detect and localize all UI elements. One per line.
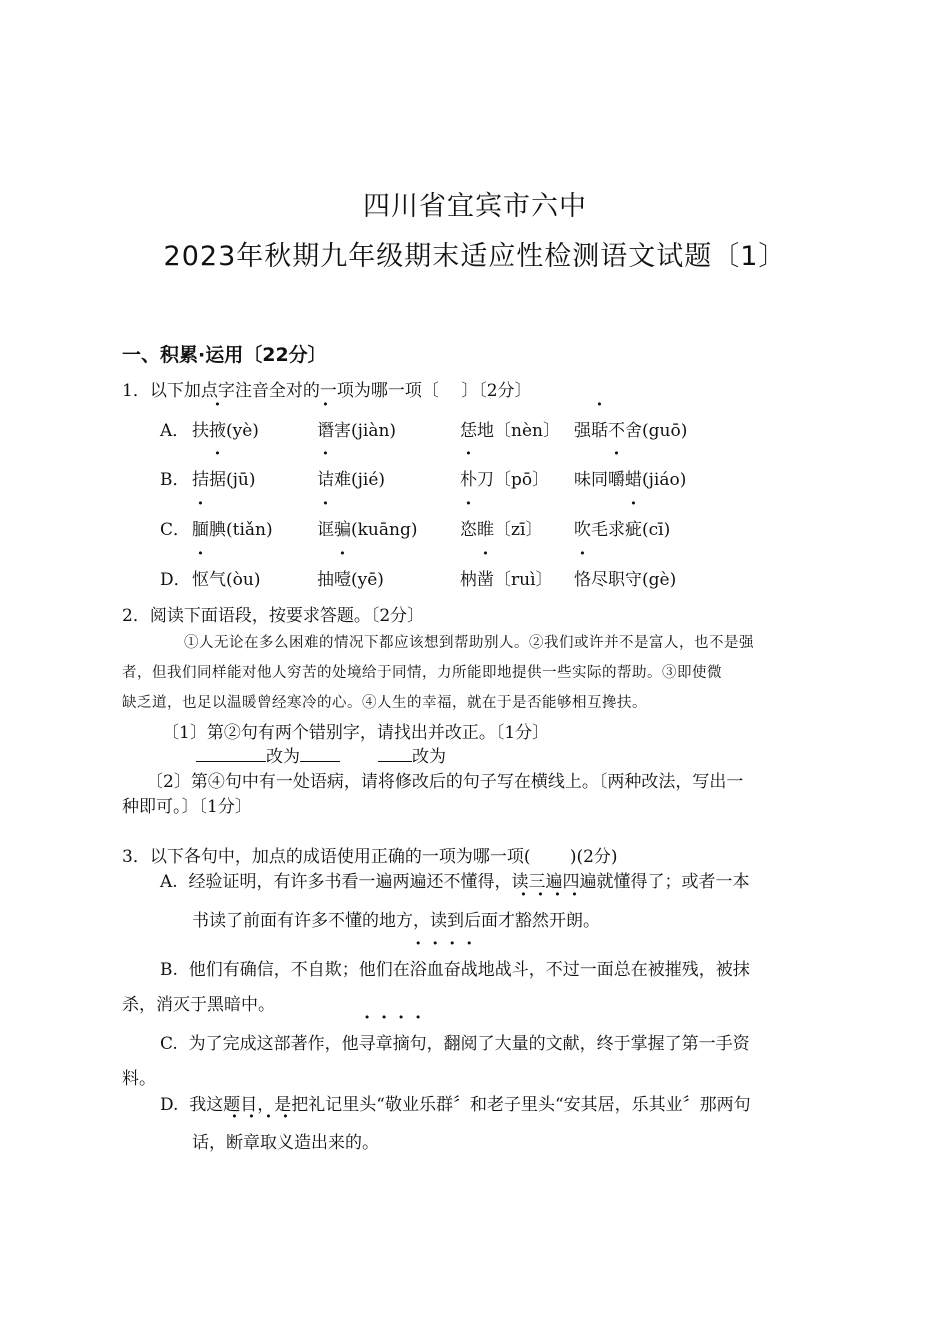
q1-option-item [574, 515, 670, 540]
option-label: A. [160, 872, 178, 892]
q1-option-item [192, 565, 260, 590]
option-text: 经验证明，有许多书看一遍两遍还不懂得，读三遍四遍就懂得了；或者一本 [188, 872, 750, 892]
q2-sub2-line1: 〔2〕第④句中有一处语病，请将修改后的句子写在横线上。〔两种改法，写出一 [146, 772, 744, 792]
dotted-char: 浴 [409, 960, 427, 980]
q1-option-item [574, 465, 686, 490]
dotted-char: 豁 [515, 911, 532, 931]
q1-option-item [192, 416, 259, 441]
q1-option-item [460, 465, 549, 490]
option-text: 尽职守(gè) [591, 570, 677, 590]
dotted-char: 诓 [317, 520, 334, 540]
option-text: 蜡(jiáo) [625, 470, 687, 490]
option-text: 难(jié) [334, 470, 386, 490]
option-text: (jū) [226, 470, 256, 490]
option-text: 恁地〔nèn〕 [460, 421, 560, 441]
dotted-char: 朴 [460, 470, 477, 490]
q1-option-item [317, 465, 385, 490]
dotted-char: 寻 [358, 1034, 376, 1054]
q1-option-item [192, 515, 273, 540]
dotted-char: 恣 [460, 520, 477, 540]
q1-option-label: D． [160, 570, 191, 590]
q2-passage-line: ①人无论在多么困难的情况下都应该想到帮助别人。②我们或许并不是富人，也不是强 [184, 635, 754, 651]
dotted-char: 摘 [392, 1034, 410, 1054]
dotted-char: 义 [277, 1133, 294, 1153]
option-label: B. [160, 960, 178, 980]
option-text: 睢〔zī〕 [477, 520, 543, 540]
change-to-label: 改为 [266, 747, 300, 767]
dotted-char: 奋 [443, 960, 461, 980]
dotted-char: 朗 [566, 911, 583, 931]
option-text: 骗(kuāng) [334, 520, 418, 540]
q1-option-item [574, 565, 676, 590]
dotted-char: 断 [226, 1133, 243, 1153]
title-line1: 四川省宜宾市六中 [363, 191, 587, 222]
q1-option-item [317, 565, 384, 590]
dotted-char: 疵 [625, 520, 642, 540]
option-text: 扶 [192, 421, 209, 441]
q2-stem: 2．阅读下面语段，按要求答题。〔2分〕 [122, 606, 425, 626]
q3-option-b-line2: 杀，消灭于黑暗中。 [122, 995, 275, 1015]
option-text: 强 [574, 421, 591, 441]
q1-option-item [317, 515, 417, 540]
option-text: 书读了前面有许多不懂的地方，读到后面才 [192, 911, 515, 931]
option-text: 〔ruì〕 [494, 570, 553, 590]
dotted-char: 掖 [209, 421, 226, 441]
answer-blank[interactable] [378, 745, 412, 762]
q2-sub1: 〔1〕第②句有两个错别字，请找出并改正。〔1分〕 [162, 723, 550, 743]
q1-stem: 1．以下加点字注音全对的一项为哪一项〔 〕〔2分〕 [122, 381, 532, 401]
dotted-char: 聒 [591, 421, 608, 441]
dotted-char: 嚼 [608, 470, 625, 490]
change-to-label: 改为 [412, 747, 446, 767]
option-text: 腆(tiǎn) [209, 520, 273, 540]
option-text: 拮 [192, 470, 209, 490]
q3-option-a-line1 [160, 867, 750, 892]
section-heading: 一、积累·运用〔22分〕 [122, 344, 327, 366]
q1-option-item [460, 416, 560, 441]
dotted-char: 战 [460, 960, 478, 980]
q3-stem: 3．以下各句中，加点的成语使用正确的一项为哪一项( )(2分) [122, 847, 618, 867]
option-text: 。 [583, 911, 600, 931]
option-text: (yè) [226, 421, 259, 441]
answer-blank[interactable] [300, 745, 340, 762]
q2-passage-line: 者，但我们同样能对他人穷苦的处境给于同情，力所能即地提供一些实际的帮助。③即使微 [122, 665, 722, 681]
option-text: ，翻阅了大量的文献，终于掌握了第一手资 [426, 1034, 750, 1054]
dotted-char: 章 [375, 1034, 393, 1054]
dotted-char: 谮 [317, 421, 334, 441]
dotted-char: 怄 [192, 570, 209, 590]
q3-option-b-line1 [160, 955, 750, 980]
option-text: 造出来的。 [294, 1133, 379, 1153]
q1-option-label: B． [160, 470, 190, 490]
option-text: 气(òu) [209, 570, 261, 590]
dotted-char: 血 [426, 960, 444, 980]
dotted-char: 恪 [574, 570, 591, 590]
q2-sub1-answer-row [196, 742, 446, 767]
option-text: 刀〔pō〕 [477, 470, 550, 490]
option-text: 不舍(guō) [608, 421, 688, 441]
dotted-char: 噎 [334, 570, 351, 590]
dotted-char: 章 [243, 1133, 260, 1153]
q3-option-d-line2 [192, 1128, 379, 1153]
option-text: 他们有确信，不自欺；他们在 [188, 960, 410, 980]
dotted-char: 据 [209, 470, 226, 490]
answer-blank[interactable] [196, 745, 266, 762]
option-text: 地战斗，不过一面总在被摧残，被抹 [477, 960, 750, 980]
q1-option-item [460, 565, 553, 590]
option-label: C. [160, 1034, 178, 1054]
option-text: (yē) [351, 570, 384, 590]
q1-option-item [574, 416, 687, 441]
option-text: 吹毛求 [574, 520, 625, 540]
option-text: 害(jiàn) [334, 421, 397, 441]
dotted-char: 开 [549, 911, 566, 931]
q1-option-item [317, 416, 396, 441]
q1-option-label: C． [160, 520, 191, 540]
option-text: 为了完成这部著作，他 [188, 1034, 359, 1054]
q1-option-item [192, 465, 255, 490]
q2-passage-line: 缺乏道，也足以温暖曾经寒冷的心。④人生的幸福，就在于是否能够相互搀扶。 [122, 695, 647, 711]
option-text: 味同 [574, 470, 608, 490]
dotted-char: 腼 [192, 520, 209, 540]
dotted-char: 然 [532, 911, 549, 931]
title-line2: 2023年秋期九年级期末适应性检测语文试题〔1〕 [163, 241, 787, 272]
q1-option-label: A． [160, 421, 190, 441]
option-text: (cī) [642, 520, 671, 540]
option-text: 话， [192, 1133, 226, 1153]
q3-option-c-line1 [160, 1029, 750, 1054]
q2-sub2-line2: 种即可。〕〔1分〕 [122, 797, 252, 817]
q3-option-c-line2: 料。 [122, 1069, 156, 1089]
dotted-char: 诘 [317, 470, 334, 490]
q3-option-a-line2 [192, 906, 600, 931]
q1-option-item [460, 515, 542, 540]
option-text: 我这题目，是把礼记里头“敬业乐群〞和老子里头“安其居，乐其业〞那两句 [189, 1095, 751, 1115]
option-text: 枘 [460, 570, 477, 590]
option-label: D. [160, 1095, 179, 1115]
option-text: 抽 [317, 570, 334, 590]
dotted-char: 句 [409, 1034, 427, 1054]
dotted-char: 取 [260, 1133, 277, 1153]
dotted-char: 凿 [477, 570, 494, 590]
